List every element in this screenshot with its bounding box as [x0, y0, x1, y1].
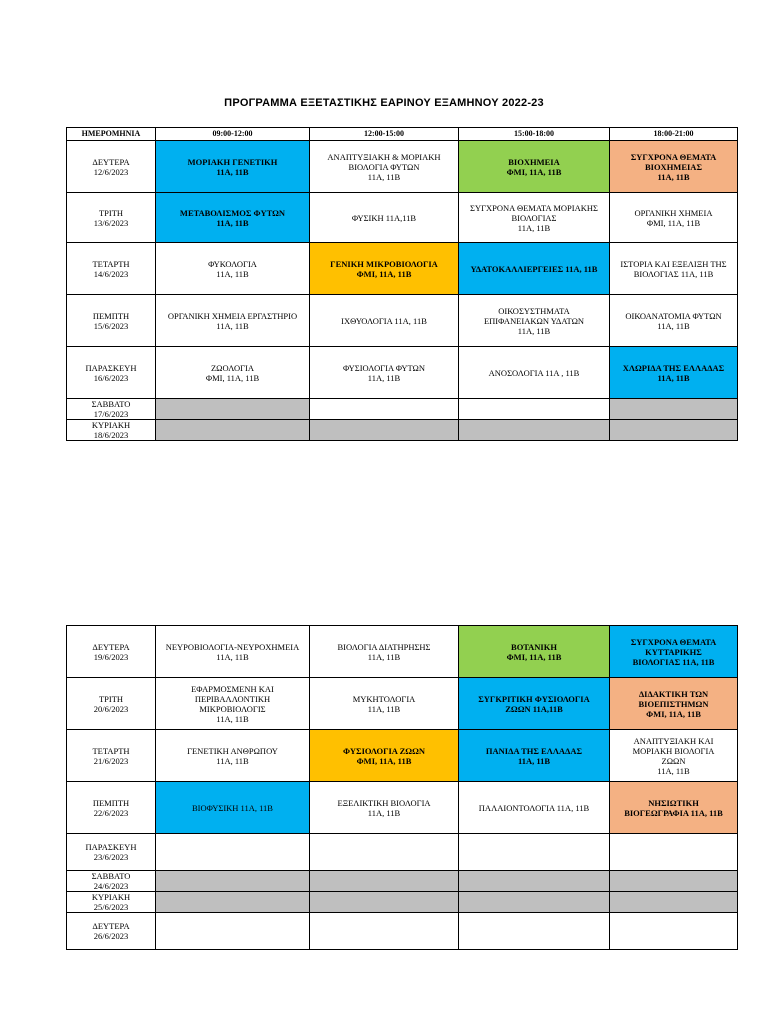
empty-slot [156, 913, 310, 950]
day-date: 20/6/2023 [93, 703, 129, 714]
day-name: ΠΑΡΑΣΚΕΥΗ [85, 842, 137, 852]
exam-text: ΒΙΟΛΟΓΙΑΣ [511, 212, 557, 223]
exam-text: 11Α, 11Β [657, 372, 690, 383]
exam-text: ΓΕΝΕΤΙΚΗ ΑΝΘΡΩΠΟΥ [187, 745, 278, 756]
exam-text: ΦΥΣΙΟΛΟΓΙΑ ΖΩΩΝ [342, 745, 426, 756]
exam-cell [156, 626, 310, 678]
day-cell [67, 243, 156, 295]
empty-slot [310, 399, 459, 420]
exam-text: 11Α, 11Β [367, 171, 401, 182]
exam-text: ΒΙΟΛΟΓΙΑΣ 11Α, 11Β [633, 268, 714, 279]
exam-text: 11Α, 11Β [367, 372, 401, 383]
schedule-row [67, 295, 738, 347]
exam-cell [610, 626, 738, 678]
exam-text: 11Α, 11Β [216, 217, 249, 228]
day-name: ΔΕΥΤΕΡΑ [92, 641, 130, 652]
day-date: 15/6/2023 [93, 320, 129, 331]
exam-text: 11Α, 11Β [657, 171, 690, 182]
exam-cell [610, 295, 738, 347]
exam-cell [310, 243, 459, 295]
header-date: ΗΜΕΡΟΜΗΝΙΑ [67, 128, 156, 141]
exam-text: ΖΩΟΛΟΓΙΑ [210, 362, 255, 373]
day-name: ΤΕΤΑΡΤΗ [92, 745, 130, 756]
exam-cell [156, 782, 310, 834]
empty-slot [459, 399, 610, 420]
header-timeslot: 09:00-12:00 [156, 128, 310, 141]
exam-cell [459, 730, 610, 782]
empty-slot [610, 871, 738, 892]
day-name: ΠΕΜΠΤΗ [92, 310, 130, 321]
exam-cell [610, 193, 738, 243]
exam-text: ΦΥΣΙΚΗ 11Α,11Β [351, 212, 417, 223]
exam-cell [310, 730, 459, 782]
exam-text: ΦΜΙ, 11Α, 11Β [646, 708, 701, 719]
exam-text: ΝΕΥΡΟΒΙΟΛΟΓΙΑ-ΝΕΥΡΟΧΗΜΕΙΑ [165, 641, 300, 652]
day-date: 16/6/2023 [93, 372, 129, 383]
exam-text: 11Α, 11Β [367, 703, 401, 714]
day-cell [67, 193, 156, 243]
day-date: 24/6/2023 [93, 881, 129, 891]
header-timeslot: 15:00-18:00 [459, 128, 610, 141]
exam-text: ΧΛΩΡΙΔΑ ΤΗΣ ΕΛΛΑΔΑΣ [622, 362, 725, 373]
schedule-table-week-2 [66, 625, 738, 950]
header-timeslot: 18:00-21:00 [610, 128, 738, 141]
exam-text: ΜΙΚΡΟΒΙΟΛΟΓΙΣ [199, 703, 266, 714]
day-name: ΠΕΜΠΤΗ [92, 797, 130, 808]
exam-text: ΙΧΘΥΟΛΟΓΙΑ 11Α, 11Β [341, 315, 427, 326]
empty-slot [310, 871, 459, 892]
exam-cell [156, 730, 310, 782]
exam-cell [610, 141, 738, 193]
day-name: ΣΑΒΒΑΤΟ [91, 871, 131, 881]
day-cell [67, 626, 156, 678]
schedule-row [67, 913, 738, 950]
exam-cell [459, 141, 610, 193]
schedule-row [67, 834, 738, 871]
day-name: ΔΕΥΤΕΡΑ [92, 921, 130, 931]
exam-cell [310, 678, 459, 730]
day-date: 25/6/2023 [93, 902, 129, 912]
exam-cell [310, 626, 459, 678]
day-name: ΠΑΡΑΣΚΕΥΗ [85, 362, 137, 373]
day-cell [67, 678, 156, 730]
day-name: ΔΕΥΤΕΡΑ [92, 156, 130, 167]
exam-cell [459, 782, 610, 834]
page-title: ΠΡΟΓΡΑΜΜΑ ΕΞΕΤΑΣΤΙΚΗΣ ΕΑΡΙΝΟΥ ΕΞΑΜΗΝΟΥ 2022-23 [224, 97, 544, 109]
day-date: 14/6/2023 [93, 268, 129, 279]
exam-text: ΜΥΚΗΤΟΛΟΓΙΑ [352, 693, 416, 704]
exam-cell [156, 347, 310, 399]
exam-text: 11Α, 11Β [216, 651, 249, 662]
exam-text: ΟΙΚΟΑΝΑΤΟΜΙΑ ΦΥΤΩΝ [625, 310, 722, 321]
exam-text: ΖΩΩΝ 11Α,11Β [505, 703, 563, 714]
exam-cell [310, 193, 459, 243]
exam-cell [156, 678, 310, 730]
exam-text: ΒΙΟΛΟΓΙΑΣ 11Α, 11Β [632, 656, 715, 667]
exam-cell [310, 782, 459, 834]
day-name: ΤΕΤΑΡΤΗ [92, 258, 130, 269]
exam-text: ΦΜΙ, 11Α, 11Β [646, 217, 701, 228]
exam-text: ΕΞΕΛΙΚΤΙΚΗ ΒΙΟΛΟΓΙΑ [337, 797, 431, 808]
day-cell [67, 892, 156, 913]
exam-cell [610, 678, 738, 730]
exam-text: 11Α, 11Β [216, 755, 249, 766]
day-cell [67, 399, 156, 420]
exam-text: ΒΟΤΑΝΙΚΗ [511, 641, 557, 652]
day-name: ΚΥΡΙΑΚΗ [91, 420, 131, 430]
exam-text: ΑΝΑΠΤΥΞΙΑΚΗ & ΜΟΡΙΑΚΗ [327, 151, 441, 162]
day-date: 26/6/2023 [93, 931, 129, 941]
exam-text: 11Α, 11Β [216, 268, 249, 279]
exam-cell [459, 626, 610, 678]
exam-cell [459, 295, 610, 347]
exam-cell [156, 193, 310, 243]
schedule-row [67, 782, 738, 834]
exam-cell [459, 243, 610, 295]
exam-text: ΒΙΟΛΟΓΙΑ ΔΙΑΤΗΡΗΣΗΣ [337, 641, 431, 652]
exam-cell [610, 782, 738, 834]
day-date: 19/6/2023 [93, 651, 129, 662]
day-cell [67, 347, 156, 399]
exam-text: ΟΡΓΑΝΙΚΗ ΧΗΜΕΙΑ ΕΡΓΑΣΤΗΡΙΟ [167, 310, 298, 321]
day-cell [67, 141, 156, 193]
schedule-row [67, 399, 738, 420]
exam-text: ΕΠΙΦΑΝΕΙΑΚΩΝ ΥΔΑΤΩΝ [483, 315, 585, 326]
exam-text: 11Α, 11Β [367, 651, 401, 662]
exam-text: 11Α, 11Β [216, 166, 249, 177]
empty-slot [610, 420, 738, 441]
exam-text: 11Α, 11Β [657, 320, 690, 331]
exam-cell [156, 243, 310, 295]
exam-cell [459, 347, 610, 399]
empty-slot [310, 913, 459, 950]
exam-text: ΔΙΔΑΚΤΙΚΗ ΤΩΝ [638, 688, 709, 699]
day-date: 17/6/2023 [93, 409, 129, 419]
exam-cell [610, 347, 738, 399]
exam-text: ΥΔΑΤΟΚΑΛΛΙΕΡΓΕΙΕΣ 11Α, 11Β [470, 263, 598, 274]
empty-slot [459, 892, 610, 913]
exam-cell [310, 141, 459, 193]
exam-text: ΜΕΤΑΒΟΛΙΣΜΟΣ ΦΥΤΩΝ [179, 207, 286, 218]
empty-slot [610, 892, 738, 913]
schedule-row [67, 678, 738, 730]
day-cell [67, 871, 156, 892]
empty-slot [156, 399, 310, 420]
exam-text: ΠΕΡΙΒΑΛΛΟΝΤΙΚΗ [194, 693, 271, 704]
exam-text: ΜΟΡΙΑΚΗ ΓΕΝΕΤΙΚΗ [187, 156, 278, 167]
day-name: ΤΡΙΤΗ [98, 693, 124, 704]
exam-text: ΒΙΟΧΗΜΕΙΑ [508, 156, 560, 167]
schedule-row [67, 871, 738, 892]
day-cell [67, 295, 156, 347]
exam-text: ΣΥΓΧΡΟΝΑ ΘΕΜΑΤΑ [630, 636, 717, 647]
header-timeslot: 12:00-15:00 [310, 128, 459, 141]
schedule-row [67, 626, 738, 678]
empty-slot [459, 834, 610, 871]
exam-text: 11Α, 11Β [517, 755, 551, 766]
empty-slot [156, 834, 310, 871]
empty-slot [610, 913, 738, 950]
day-date: 22/6/2023 [93, 807, 129, 818]
empty-slot [459, 420, 610, 441]
exam-text: ΦΜΙ, 11Α, 11Β [205, 372, 260, 383]
day-cell [67, 913, 156, 950]
day-cell [67, 730, 156, 782]
empty-slot [156, 871, 310, 892]
exam-text: ΒΙΟΓΕΩΓΡΑΦΙΑ 11Α, 11Β [624, 807, 723, 818]
schedule-row [67, 347, 738, 399]
schedule-row [67, 193, 738, 243]
exam-text: ΒΙΟΛΟΓΙΑ ΦΥΤΩΝ [348, 161, 420, 172]
exam-cell [459, 678, 610, 730]
day-name: ΣΑΒΒΑΤΟ [91, 399, 131, 409]
day-cell [67, 834, 156, 871]
exam-text: ΒΙΟΧΗΜΕΙΑΣ [644, 161, 703, 172]
exam-text: ΚΥΤΤΑΡΙΚΗΣ [645, 646, 702, 657]
schedule-row [67, 243, 738, 295]
exam-text: ΑΝΟΣΟΛΟΓΙΑ 11Α , 11Β [488, 367, 580, 378]
exam-text: ΠΑΝΙΔΑ ΤΗΣ ΕΛΛΑΔΑΣ [485, 745, 583, 756]
exam-cell [459, 193, 610, 243]
schedule-row [67, 420, 738, 441]
exam-text: ΝΗΣΙΩΤΙΚΗ [648, 797, 699, 808]
empty-slot [459, 913, 610, 950]
empty-slot [310, 834, 459, 871]
schedule-table-week-1 [66, 127, 738, 441]
schedule-row [67, 141, 738, 193]
exam-text: 11Α, 11Β [216, 713, 249, 724]
day-cell [67, 782, 156, 834]
exam-text: ΦΥΣΙΟΛΟΓΙΑ ΦΥΤΩΝ [343, 362, 425, 373]
day-cell [67, 420, 156, 441]
exam-text: ΣΥΓΚΡΙΤΙΚΗ ΦΥΣΙΟΛΟΓΙΑ [478, 693, 590, 704]
exam-text: ΑΝΑΠΤΥΞΙΑΚΗ ΚΑΙ [633, 735, 714, 746]
exam-cell [610, 243, 738, 295]
empty-slot [610, 399, 738, 420]
schedule-row [67, 730, 738, 782]
day-date: 23/6/2023 [93, 852, 129, 862]
empty-slot [310, 420, 459, 441]
exam-text: ΒΙΟΕΠΙΣΤΗΜΩΝ [638, 698, 709, 709]
empty-slot [610, 834, 738, 871]
day-name: ΚΥΡΙΑΚΗ [91, 892, 131, 902]
exam-text: ΟΡΓΑΝΙΚΗ ΧΗΜΕΙΑ [634, 207, 713, 218]
day-date: 21/6/2023 [93, 755, 129, 766]
exam-text: 11Α, 11Β [517, 222, 551, 233]
exam-cell [310, 295, 459, 347]
empty-slot [156, 420, 310, 441]
schedule-row [67, 892, 738, 913]
exam-cell [610, 730, 738, 782]
exam-text: ΦΜΙ, 11Α, 11Β [506, 651, 562, 662]
exam-text: 11Α, 11Β [517, 325, 551, 336]
empty-slot [459, 871, 610, 892]
exam-text: ΦΜΙ, 11Α, 11Β [506, 166, 562, 177]
exam-text: ΦΜΙ, 11Α, 11Β [356, 268, 412, 279]
day-name: ΤΡΙΤΗ [98, 207, 124, 218]
exam-text: ΒΙΟΦΥΣΙΚΗ 11Α, 11Β [192, 802, 273, 813]
day-date: 13/6/2023 [93, 217, 129, 228]
day-date: 18/6/2023 [93, 430, 129, 440]
exam-text: ΓΕΝΙΚΗ ΜΙΚΡΟΒΙΟΛΟΓΙΑ [330, 258, 438, 269]
exam-cell [156, 295, 310, 347]
exam-text: ΟΙΚΟΣΥΣΤΗΜΑΤΑ [498, 305, 570, 316]
exam-text: ΣΥΓΧΡΟΝΑ ΘΕΜΑΤΑ [630, 151, 717, 162]
exam-text: ΖΩΩΝ [661, 755, 686, 766]
exam-cell [310, 347, 459, 399]
day-date: 12/6/2023 [93, 166, 129, 177]
exam-text: ΜΟΡΙΑΚΗ ΒΙΟΛΟΓΙΑ [632, 745, 715, 756]
exam-text: ΣΥΓΧΡΟΝΑ ΘΕΜΑΤΑ ΜΟΡΙΑΚΗΣ [470, 202, 598, 213]
exam-text: ΦΜΙ, 11Α, 11Β [356, 755, 412, 766]
empty-slot [156, 892, 310, 913]
exam-text: ΦΥΚΟΛΟΓΙΑ [208, 258, 257, 269]
exam-text: 11Α, 11Β [657, 765, 690, 776]
exam-text: 11Α, 11Β [367, 807, 401, 818]
exam-text: 11Α, 11Β [216, 320, 249, 331]
exam-cell [156, 141, 310, 193]
exam-text: ΕΦΑΡΜΟΣΜΕΝΗ ΚΑΙ [191, 683, 274, 694]
empty-slot [310, 892, 459, 913]
exam-text: ΙΣΤΟΡΙΑ ΚΑΙ ΕΞΕΛΙΞΗ ΤΗΣ [620, 258, 727, 269]
header-row [67, 128, 738, 141]
exam-text: ΠΑΛΑΙΟΝΤΟΛΟΓΙΑ 11Α, 11Β [478, 802, 590, 813]
